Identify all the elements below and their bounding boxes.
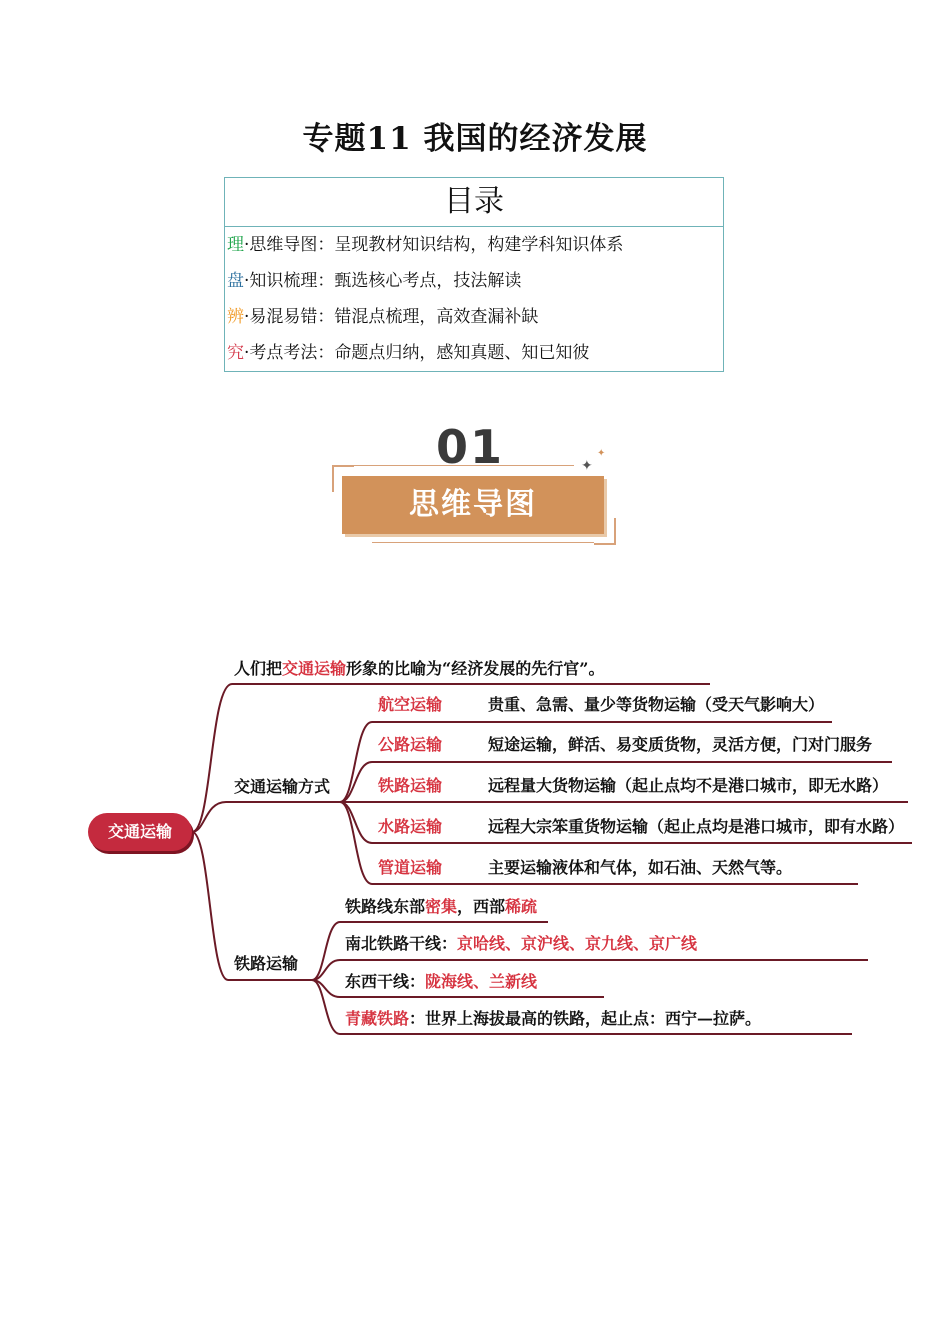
branch-rail xyxy=(192,832,228,980)
text-highlight: 京哈线、京沪线、京九线、京广线 xyxy=(457,934,698,953)
text-segment: 南北铁路干线： xyxy=(345,934,458,953)
toc-marker: 究 xyxy=(227,343,244,363)
toc-label: ·思维导图：呈现教材知识结构，构建学科知识体系 xyxy=(244,235,624,255)
mode-name: 铁路运输 xyxy=(378,776,443,795)
mode-desc: 贵重、急需、量少等货物运输（受天气影响大） xyxy=(488,695,825,714)
text-segment: 东西干线： xyxy=(345,972,426,991)
section-number: 01 xyxy=(436,420,505,474)
mode-desc: 短途运输，鲜活、易变质货物，灵活方便，门对门服务 xyxy=(488,735,873,754)
rail-east-west xyxy=(345,972,537,992)
mode-desc: 远程大宗笨重货物运输（起止点均是港口城市，即有水路） xyxy=(488,817,905,836)
toc-marker: 辨 xyxy=(227,307,244,327)
text-segment: ：世界上海拔最高的铁路，起止点：西宁—拉萨。 xyxy=(409,1009,762,1028)
mode-desc: 远程量大货物运输（起止点均不是港口城市，即无水路） xyxy=(488,776,889,795)
text-segment: ，西部 xyxy=(457,897,506,916)
mode-name: 航空运输 xyxy=(378,695,443,714)
toc-label: ·知识梳理：甄选核心考点，技法解读 xyxy=(244,271,522,291)
rail-north-south xyxy=(345,934,697,954)
text-highlight: 稀疏 xyxy=(505,897,538,916)
toc-marker: 理 xyxy=(227,235,244,255)
text-highlight: 密集 xyxy=(425,897,458,916)
toc-marker: 盘 xyxy=(227,271,244,291)
text-highlight: 陇海线、兰新线 xyxy=(425,972,538,991)
rail-distribution xyxy=(345,897,537,917)
text-highlight: 青藏铁路 xyxy=(345,1009,410,1028)
mindmap-root: 交通运输 xyxy=(88,813,192,851)
sparkle-icon: ✦ xyxy=(597,448,606,459)
toc-heading: 目录 xyxy=(225,178,723,227)
mode-name: 管道运输 xyxy=(378,858,443,877)
text-segment: 铁路线东部 xyxy=(345,897,426,916)
toc-label: ·考点考法：命题点归纳，感知真题、知已知彼 xyxy=(244,343,590,363)
intro-post: 形象的比喻为“经济发展的先行官”。 xyxy=(346,659,605,678)
section-badge: 思维导图 xyxy=(342,476,604,534)
intro-highlight: 交通运输 xyxy=(282,659,347,678)
sparkle-icon: ✦ xyxy=(581,458,593,474)
toc-label: ·易混易错：错混点梳理，高效查漏补缺 xyxy=(244,307,539,327)
mode-name: 公路运输 xyxy=(378,735,443,754)
rail-qinghai-tibet xyxy=(345,1009,761,1029)
rail-label: 铁路运输 xyxy=(234,954,299,973)
mode-name: 水路运输 xyxy=(378,817,443,836)
page-title: 专题11 我国的经济发展 xyxy=(302,121,648,157)
modes-label: 交通运输方式 xyxy=(234,777,331,796)
mode-desc: 主要运输液体和气体，如石油、天然气等。 xyxy=(488,858,793,877)
mindmap-intro xyxy=(234,659,604,679)
intro-pre: 人们把 xyxy=(234,659,283,678)
